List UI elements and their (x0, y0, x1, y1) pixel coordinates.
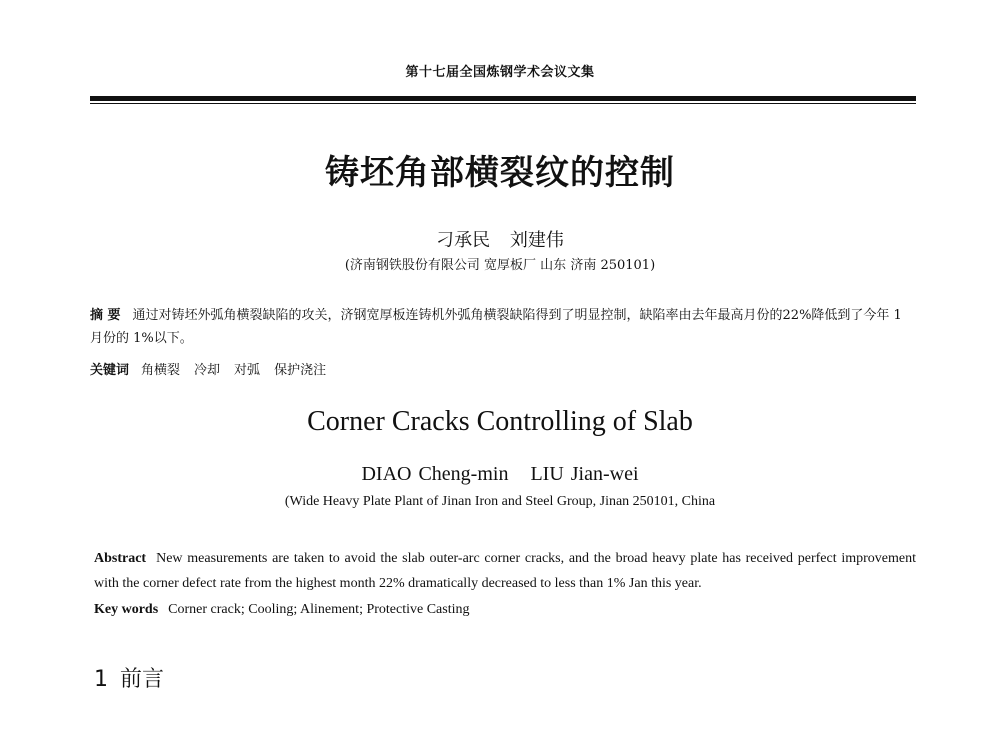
authors-chinese: 刁承民 刘建伟 (436, 230, 564, 251)
abstract-english (94, 546, 916, 596)
header-rule-thick (90, 96, 916, 101)
paper-title-english: Corner Cracks Controlling of Slab (307, 406, 693, 437)
keywords-chinese (90, 360, 916, 382)
author-english: DIAO Cheng-min (361, 463, 509, 485)
journal-header: 第十七届全国炼钢学术会议文集 (405, 65, 595, 80)
abstract-chinese (90, 304, 916, 350)
affiliation-english: (Wide Heavy Plate Plant of Jinan Iron and Steel Group, Jinan 250101, China (284, 494, 716, 509)
section-number: 1 (94, 667, 108, 692)
abstract-label-chinese: 摘 要 (90, 308, 121, 323)
keywords-label-english: Key words (94, 602, 159, 617)
abstract-label-english: Abstract (94, 551, 147, 566)
keyword-chinese: 冷却 (194, 363, 221, 378)
section-heading (94, 662, 164, 693)
keywords-english (94, 599, 916, 621)
keyword-chinese: 对弧 (234, 363, 261, 378)
keyword-chinese: 角横裂 (141, 363, 181, 378)
affiliation-chinese: (济南钢铁股份有限公司 宽厚板厂 山东 济南 250101) (344, 258, 656, 273)
paper-title-chinese: 铸坯角部横裂纹的控制 (325, 153, 675, 193)
abstract-text-english: New measurements are taken to avoid the slab outer-arc corner cracks, and the broad heavy plate has received perfect improvement with the corner defect rate from the highest month 22% dramatically decreased to less than 1% Jan this year. (94, 551, 916, 591)
keywords-label-chinese: 关键词 (90, 363, 130, 378)
abstract-text-chinese: 通过对铸坯外弧角横裂缺陷的攻关，济钢宽厚板连铸机外弧角横裂缺陷得到了明显控制，缺陷率由去年最高月份的22%降低到了今年 1 月份的 1%以下。 (90, 308, 902, 346)
keyword-chinese: 保护浇注 (274, 363, 327, 378)
keywords-text-english: Corner crack; Cooling; Alinement; Protective Casting (168, 602, 470, 617)
author-english: LIU Jian-wei (530, 463, 639, 485)
authors-english (0, 463, 1000, 486)
header-rule-thin (90, 103, 916, 104)
section-title: 前言 (120, 667, 165, 692)
